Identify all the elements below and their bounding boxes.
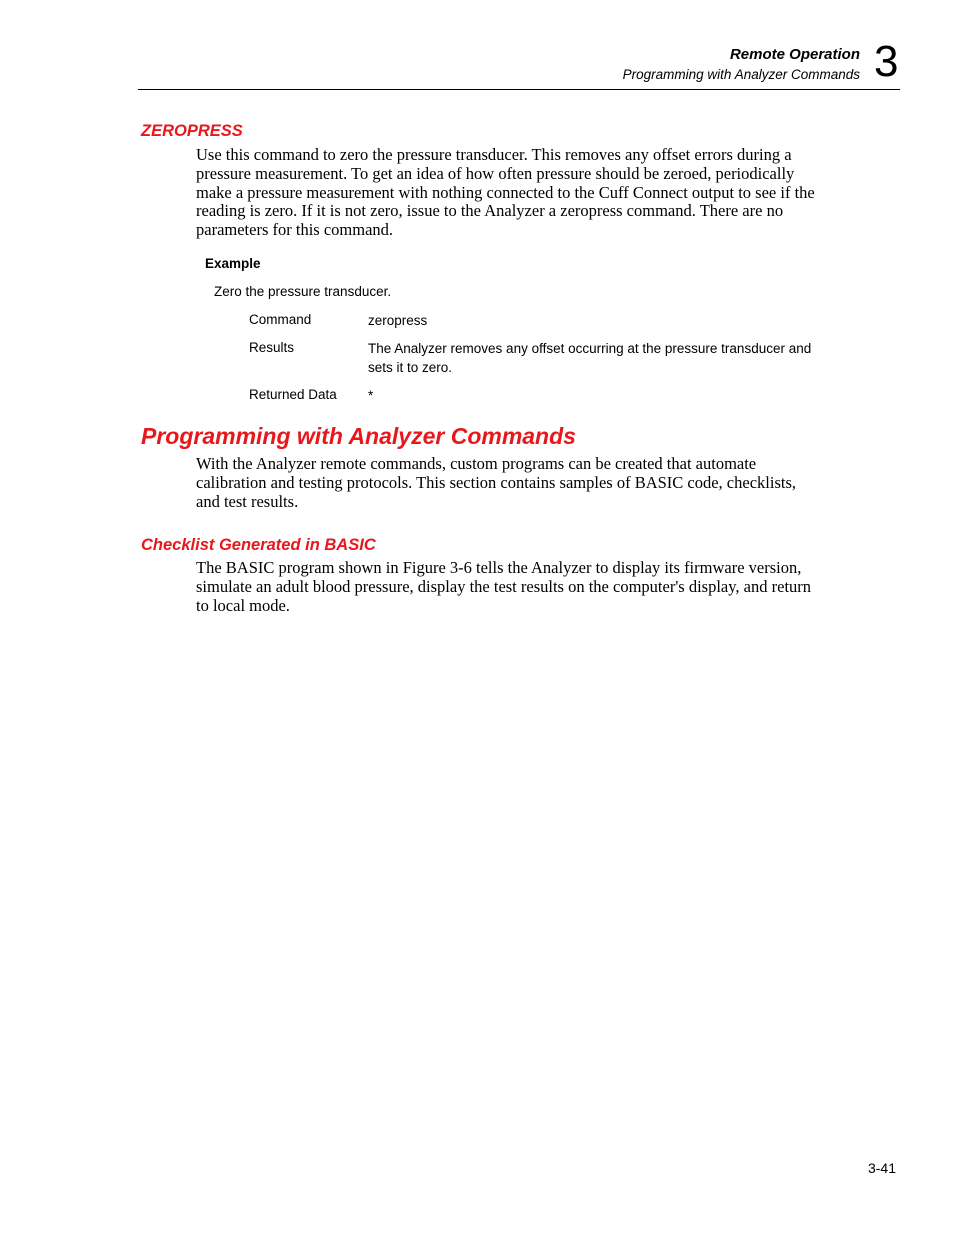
returned-data-key: Returned Data (249, 387, 337, 402)
programming-body: With the Analyzer remote commands, custom programs can be created that automate calibration and testing protocols. This section contains samples of BASIC code, checklists, and test results. (196, 454, 797, 511)
returned-data-value: * (368, 388, 374, 403)
running-header-subtitle: Programming with Analyzer Commands (622, 67, 860, 82)
running-header-title: Remote Operation (729, 46, 860, 63)
command-value: zeropress (368, 313, 428, 328)
checklist-heading: Checklist Generated in BASIC (141, 536, 376, 554)
results-key: Results (249, 340, 295, 355)
example-description: Zero the pressure transducer. (214, 284, 392, 299)
example-label: Example (205, 256, 261, 271)
results-value: The Analyzer removes any offset occurring at the pressure transducer and sets it to zero. (368, 341, 812, 375)
header-divider (138, 89, 900, 90)
checklist-body: The BASIC program shown in Figure 3-6 tells the Analyzer to display its firmware version, simulate an adult blood pressure, display the test results on the computer's display, and return to local mode. (196, 558, 812, 615)
programming-heading: Programming with Analyzer Commands (141, 423, 576, 449)
page-number: 3-41 (867, 1160, 896, 1176)
zeropress-body: Use this command to zero the pressure transducer. This removes any offset errors during a pressure measurement. To get an idea of how often pressure should be zeroed, periodically make a pressure measurement with nothing connected to the Cuff Connect output to see if the reading is zero. If it is not zero, issue to the Analyzer a zeropress command. There are no parameters for this command. (196, 145, 815, 240)
command-key: Command (249, 312, 312, 327)
chapter-number: 3 (874, 37, 899, 86)
zeropress-heading: ZEROPRESS (141, 122, 243, 140)
